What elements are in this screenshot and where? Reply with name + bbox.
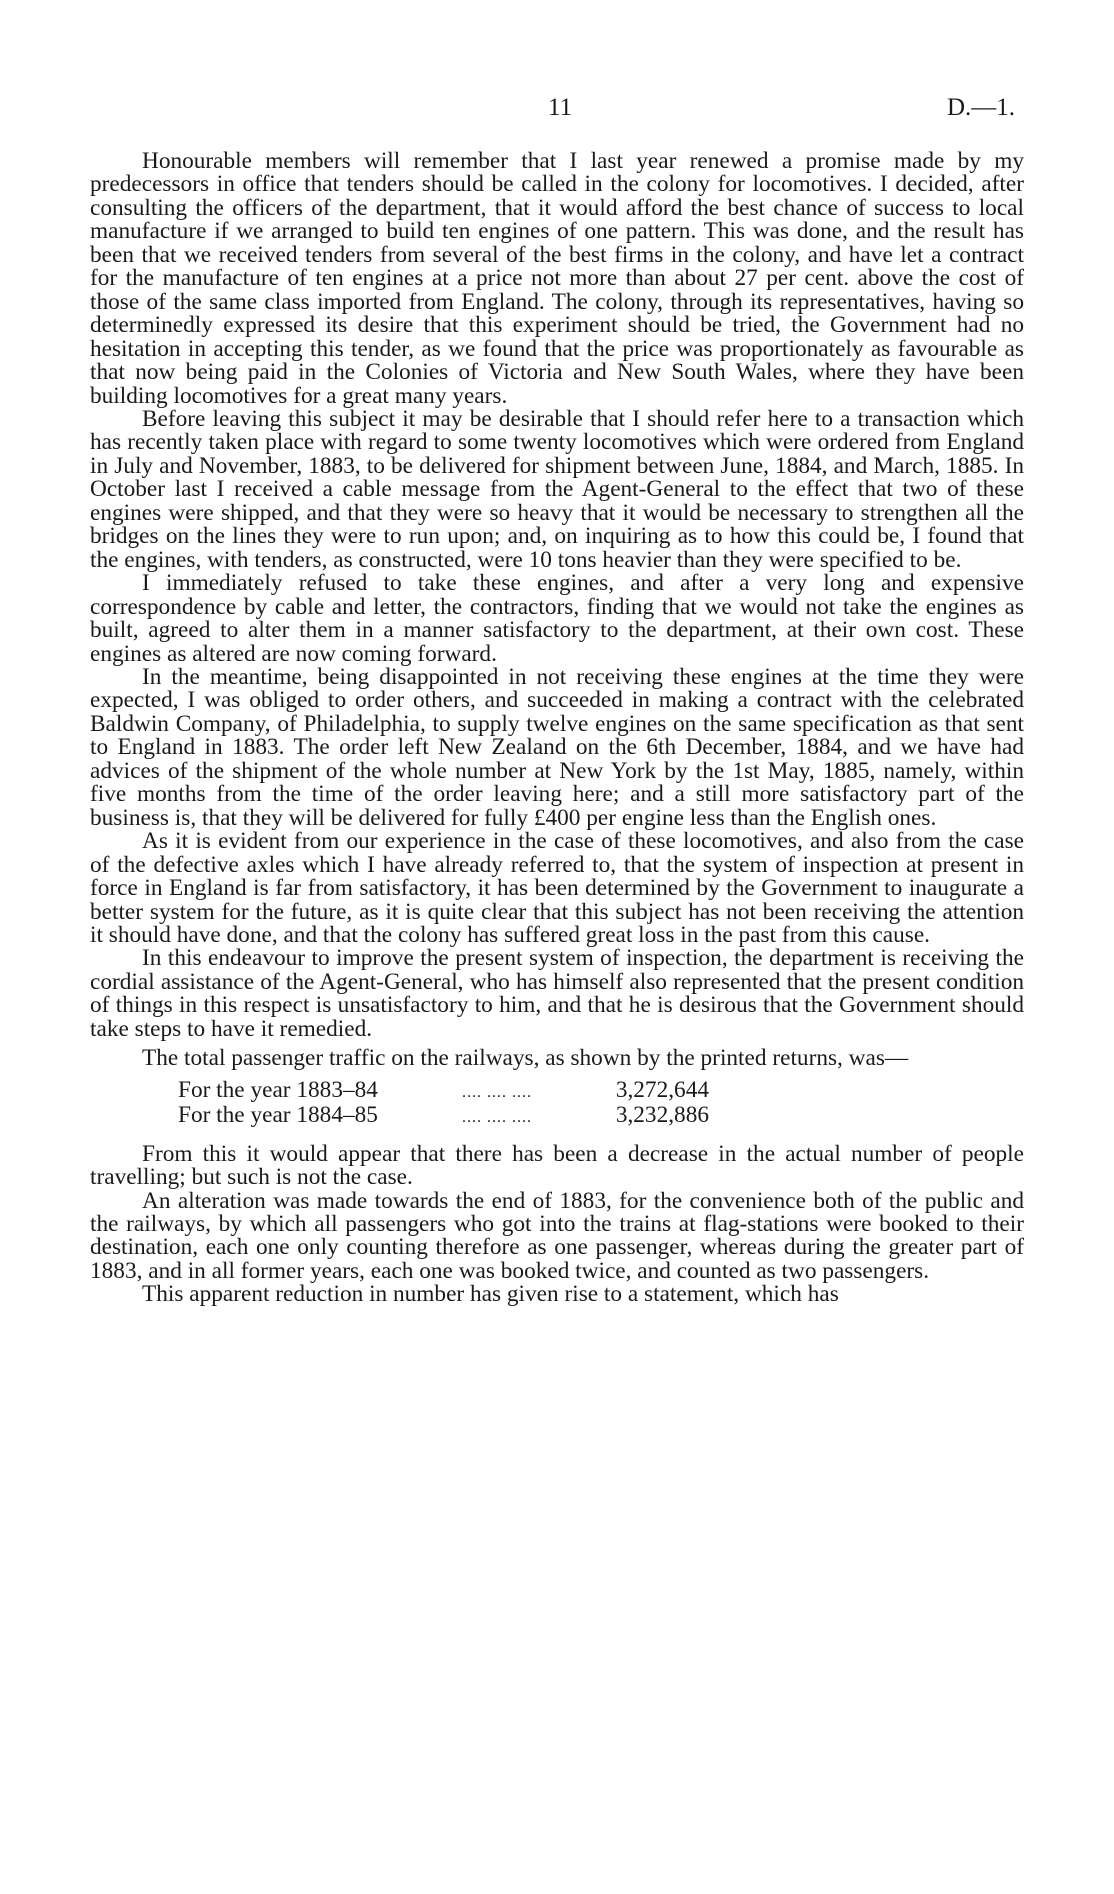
paragraph-agent-general: In this endeavour to improve the present system of inspection, the department is receiving the cordial assistance of the Agent-General, who has himself also represented that the present condition of things in this respect is unsatisfactory to him, and that he is desirous that the Government should take steps to have it remedied. — [90, 945, 1024, 1042]
traffic-period: For the year 1884–85 — [178, 1101, 378, 1128]
paragraph-refused-engines: I immediately refused to take these engines, and after a very long and expensive correspondence by cable and letter, the contractors, finding that we would not take the engines as built, agreed to alter them in a manner satisfactory to the department, at their own cost. These engines as altered are now coming forward. — [90, 570, 1024, 667]
page-number: 11 — [548, 94, 573, 121]
leader-dots: .... .... .... — [462, 1108, 532, 1126]
traffic-value: 3,232,886 — [615, 1101, 709, 1128]
traffic-period: For the year 1883–84 — [178, 1076, 378, 1103]
paragraph-apparent-reduction: This apparent reduction in number has given rise to a statement, which has — [142, 1281, 839, 1308]
traffic-row — [90, 1076, 1024, 1104]
passenger-traffic-intro: The total passenger traffic on the railways, as shown by the printed returns, was— — [142, 1045, 909, 1072]
paragraph-booking-alteration: An alteration was made towards the end of 1883, for the convenience both of the public and the railways, by which all passengers who got into the trains at flag-stations were booked to their destination, each one only counting therefore as one passenger, whereas during the greater part of 1883, and in all former years, each one was booked twice, and counted as two passengers. — [90, 1187, 1024, 1284]
paragraph-decrease-explanation: From this it would appear that there has been a decrease in the actual number of people travelling; but such is not the case. — [90, 1140, 1024, 1191]
traffic-row — [90, 1101, 1024, 1129]
paragraph-baldwin-contract: In the meantime, being disappointed in not receiving these engines at the time they were expected, I was obliged to order others, and succeeded in making a contract with the celebrated Baldwin Company, of Philadelphia, to supply twelve engines on the same specification as that sent to England in 1883. The order left New Zealand on the 6th December, 1884, and we have had advices of the shipment of the whole number at New York by the 1st May, 1885, namely, within five months from the time of the order leaving here; and a still more satisfactory part of the business is, that they will be delivered for fully £400 per engine less than the English ones. — [90, 663, 1024, 831]
traffic-value: 3,272,644 — [615, 1076, 709, 1103]
document-reference: D.—1. — [946, 94, 1015, 121]
leader-dots: .... .... .... — [462, 1083, 532, 1101]
paragraph-inspection-system: As it is evident from our experience in the case of these locomotives, and also from the case of the defective axles which I have already referred to, that the system of inspection at present in force in England is far from satisfactory, it has been determined by the Government to inaugurate a better system for the future, as it is quite clear that this subject has not been receiving the attention it should have done, and that the colony has suffered great loss in the past from this cause. — [90, 828, 1024, 948]
paragraph-heavy-engines: Before leaving this subject it may be desirable that I should refer here to a transaction which has recently taken place with regard to some twenty locomotives which were ordered from England in July and November, 1883, to be delivered for shipment between June, 1884, and March, 1885. In October last I received a cable message from the Agent-General to the effect that two of these engines were shipped, and that they were so heavy that it would be necessary to strengthen all the bridges on the lines they were to run upon; and, on inquiring as to how this could be, I found that the engines, with tenders, as constructed, were 10 tons heavier than they were specified to be. — [90, 405, 1024, 573]
passenger-traffic-table — [90, 1076, 1024, 1129]
paragraph-tenders-locomotives: Honourable members will remember that I last year renewed a promise made by my predecessors in office that tenders should be called in the colony for locomotives. I decided, after consulting the officers of the department, that it would afford the best chance of success to local manufacture if we arranged to build ten engines of one pattern. This was done, and the result has been that we received tenders from several of the best firms in the colony, and have let a contract for the manufacture of ten engines at a price not more than about 27 per cent. above the cost of those of the same class imported from England. The colony, through its representatives, having so determinedly expressed its desire that this experiment should be tried, the Government had no hesitation in accepting this tender, as we found that the price was proportionately as favourable as that now being paid in the Colonies of Victoria and New South Wales, where they have been building locomotives for a great many years. — [90, 148, 1024, 409]
body-text — [90, 148, 1024, 1307]
